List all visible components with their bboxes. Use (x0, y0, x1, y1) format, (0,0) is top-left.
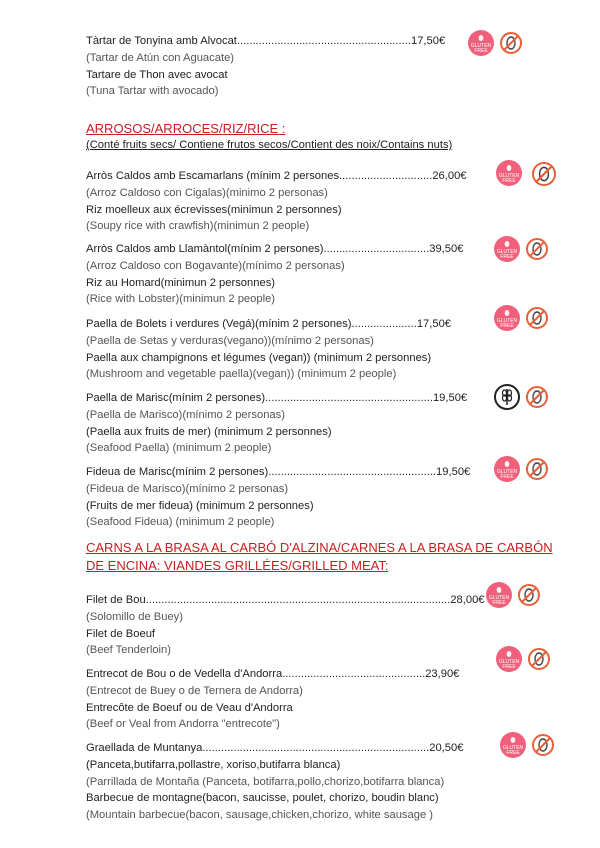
svg-text:GLUTEN: GLUTEN (498, 659, 520, 665)
dish-spanish: (Parrillada de Montaña (Panceta, botifarra,pollo,chorizo,botifarra blanca) (86, 775, 445, 788)
dish-price: 17,50€ (416, 318, 452, 330)
dish-catalan-detail: (Panceta,butifarra,pollastre, xoriso,butifarra blanca) (86, 758, 341, 771)
dish-entrecote (86, 666, 496, 733)
dish-french: Filet de Boeuf (86, 627, 156, 640)
svg-text:GLUTEN: GLUTEN (496, 469, 518, 475)
allergen-icons (494, 456, 548, 482)
svg-text:FREE: FREE (500, 323, 514, 329)
nut-free-icon (526, 307, 548, 329)
gluten-free-icon (486, 582, 512, 608)
nut-free-icon (532, 734, 554, 756)
dish-french: Riz au Homard(minimun 2 personnes) (86, 276, 276, 289)
allergen-icons (496, 646, 550, 672)
dish-spanish: (Arroz Caldoso con Cigalas)(minimo 2 personas) (86, 186, 328, 199)
dish-mountain-grill (86, 740, 496, 824)
svg-text:GLUTEN: GLUTEN (496, 249, 518, 255)
dish-english: (Mushroom and vegetable paella)(vegan)) (minimum 2 people) (86, 368, 397, 381)
gluten-free-icon (494, 305, 520, 331)
dot-leader: ...................................................... (268, 466, 437, 478)
dot-leader: ........................................................ (236, 35, 411, 47)
dish-french: (Paella aux fruits de mer) (minimum 2 personnes) (86, 425, 332, 438)
gluten-free-icon (494, 236, 520, 262)
svg-text:GLUTEN: GLUTEN (498, 173, 520, 179)
svg-text:GLUTEN: GLUTEN (502, 745, 524, 751)
svg-text:FREE: FREE (500, 474, 514, 480)
nut-free-icon (526, 458, 548, 480)
dish-english: (Beef Tenderloin) (86, 644, 171, 657)
allergen-icons (496, 160, 522, 186)
svg-text:FREE: FREE (506, 750, 520, 756)
allergen-icons (494, 236, 548, 262)
dish-name: Arròs Caldos amb Escamarlans (mínim 2 persones (86, 170, 340, 182)
dot-leader: ...................................................... (265, 392, 433, 404)
gluten-free-icon (468, 30, 494, 56)
dish-english: (Seafood Paella) (minimum 2 people) (86, 442, 272, 455)
dish-price: 17,50€ (410, 35, 446, 47)
nut-free-icon (518, 584, 540, 606)
dish-spanish: (Entrecot de Buey o de Ternera de Andorra) (86, 684, 303, 697)
section-title-meat-line1: CARNS A LA BRASA AL CARBÓ D'ALZINA/CARNES A LA BRASA DE CARBÓN (86, 540, 553, 555)
dish-french: Riz moelleux aux écrevisses(minimun 2 personnes) (86, 203, 342, 216)
allergen-icons (532, 162, 556, 186)
svg-text:GLUTEN: GLUTEN (488, 595, 510, 601)
dish-beef-fillet (86, 592, 496, 659)
dish-price: 23,90€ (425, 668, 460, 680)
dish-french: Entrecôte de Boeuf ou de Veau d'Andorra (86, 701, 293, 714)
dish-spanish: (Tartar de Atún con Aguacate) (86, 51, 235, 64)
section-title-rice: ARROSOS/ARROCES/RIZ/RICE : (86, 121, 286, 136)
dish-french: Barbecue de montagne(bacon, saucisse, poulet, chorizo, boudin blanc) (86, 792, 439, 805)
dish-paella-veg (86, 316, 496, 383)
dish-spanish: (Fideua de Marisco)(mínimo 2 personas) (86, 482, 289, 495)
dish-english: (Beef or Veal from Andorra "entrecote") (86, 718, 280, 731)
nut-free-icon (528, 648, 550, 670)
dish-name: Entrecot de Bou o de Vedella d'Andorra (86, 668, 283, 680)
dish-rice-crawfish (86, 168, 496, 235)
dish-spanish: (Paella de Setas y verduras(vegano))(mínimo 2 personas) (86, 334, 374, 347)
svg-text:FREE: FREE (502, 664, 516, 670)
dot-leader: ..................... (351, 318, 417, 330)
dish-name: Filet de Bou (86, 594, 146, 606)
dish-price: 39,50€ (429, 243, 464, 255)
allergen-icons (494, 384, 548, 410)
gluten-free-icon (496, 160, 522, 186)
dot-leader: .............................. (339, 170, 433, 182)
dish-english: (Soupy rice with crawfish)(minimun 2 people) (86, 220, 310, 233)
dish-spanish: (Arroz Caldoso con Bogavante)(mínimo 2 personas) (86, 259, 345, 272)
dish-price: 19,50€ (432, 392, 468, 404)
dish-french: Paella aux champignons et légumes (vegan)) (minimum 2 personnes) (86, 351, 432, 364)
nut-free-icon (526, 238, 548, 260)
nuts-warning: (Conté fruits secs/ Contiene frutos secos/Contient des noix/Contains nuts) (86, 139, 453, 151)
dish-rice-lobster (86, 241, 496, 308)
gluten-free-icon (494, 456, 520, 482)
dish-price: 28,00€ (450, 594, 485, 606)
dish-name: Paella de Bolets i verdures (Vegá)(mínim 2 persones) (86, 318, 352, 330)
dish-price: 26,00€ (432, 170, 467, 182)
dish-seafood-fideua (86, 464, 496, 531)
dish-english: (Rice with Lobster)(minimun 2 people) (86, 293, 276, 306)
dot-leader: ......................................................................... (202, 742, 430, 754)
svg-text:FREE: FREE (474, 48, 488, 54)
allergen-icons (486, 582, 540, 608)
dish-spanish: (Solomillo de Buey) (86, 610, 184, 623)
dish-seafood-paella (86, 390, 496, 457)
dish-name: Arròs Caldos amb Llamàntol(mínim 2 persones) (86, 243, 324, 255)
dish-english: (Tuna Tartar with avocado) (86, 85, 219, 98)
svg-text:GLUTEN: GLUTEN (496, 318, 518, 324)
allergen-icons (500, 732, 554, 758)
contains-gluten-icon (494, 384, 520, 410)
gluten-free-icon (500, 732, 526, 758)
dish-name: Paella de Marisc(mínim 2 persones) (86, 392, 266, 404)
dish-name: Tàrtar de Tonyina amb Alvocat (86, 35, 237, 47)
dish-tuna-tartar (86, 33, 496, 100)
dish-english: (Mountain barbecue(bacon, sausage,chicken,chorizo, white sausage ) (86, 809, 434, 822)
svg-text:FREE: FREE (492, 600, 506, 606)
dish-price: 19,50€ (436, 466, 471, 478)
dot-leader: .............................................. (282, 668, 426, 680)
section-title-meat-line2: DE ENCINA: VIANDES GRILLÉES/GRILLED MEAT: (86, 558, 389, 573)
dish-price: 20,50€ (429, 742, 464, 754)
dish-english: (Seafood Fideua) (minimum 2 people) (86, 516, 275, 529)
allergen-icons (494, 305, 548, 331)
dish-spanish: (Paella de Marisco)(mínimo 2 personas) (86, 408, 285, 421)
dish-name: Graellada de Muntanya (86, 742, 203, 754)
svg-text:GLUTEN: GLUTEN (470, 43, 492, 49)
svg-text:FREE: FREE (500, 254, 514, 260)
dot-leader: .................................................................................................. (145, 594, 451, 606)
nut-free-icon (532, 162, 556, 186)
nut-free-icon (500, 32, 522, 54)
dot-leader: .................................. (323, 243, 430, 255)
dish-french: (Fruits de mer fideua) (minimum 2 personnes) (86, 499, 314, 512)
allergen-icons (468, 30, 522, 56)
gluten-free-icon (496, 646, 522, 672)
nut-free-icon (526, 386, 548, 408)
svg-text:FREE: FREE (502, 178, 516, 184)
dish-french: Tartare de Thon avec avocat (86, 68, 228, 81)
dish-name: Fideua de Marisc(mínim 2 persones) (86, 466, 269, 478)
